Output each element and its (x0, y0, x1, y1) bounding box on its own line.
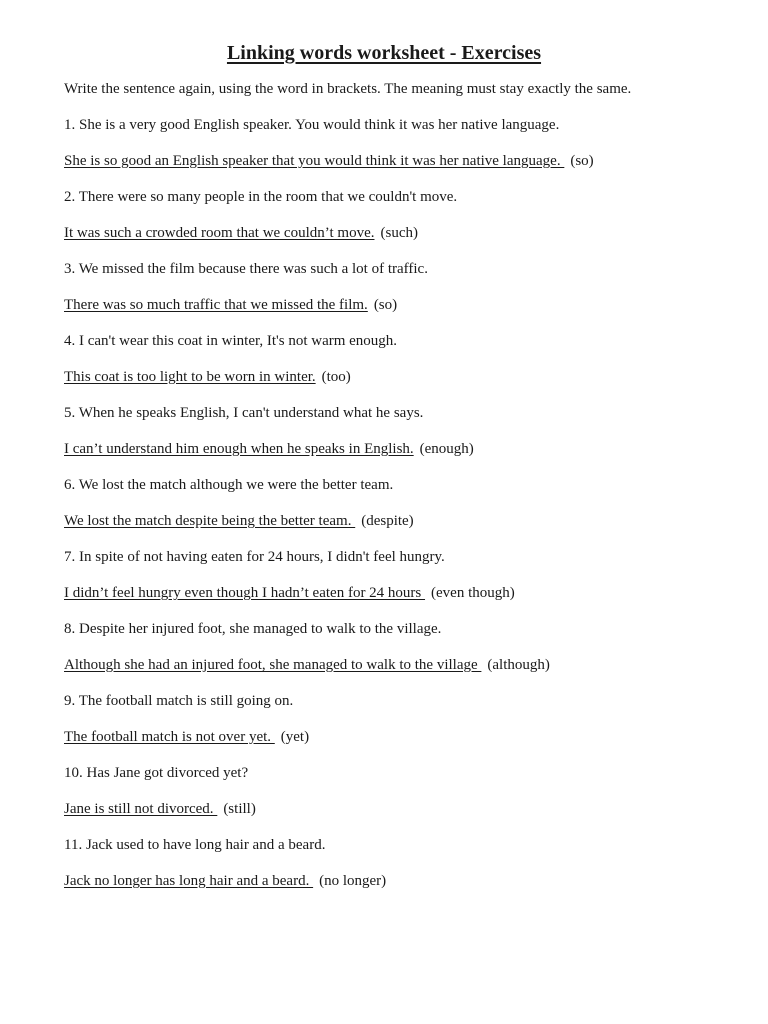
exercise-answer: The football match is not over yet. (64, 729, 275, 745)
exercise-answer: I can’t understand him enough when he speaks in English. (64, 441, 414, 457)
exercise-answer-line (64, 152, 704, 170)
exercise-answer-line (64, 656, 704, 674)
exercise-question: 8. Despite her injured foot, she managed to walk to the village. (64, 621, 442, 637)
exercise-item (64, 404, 704, 458)
exercise-answer: This coat is too light to be worn in winter. (64, 369, 316, 385)
exercise-question: 11. Jack used to have long hair and a beard. (64, 837, 326, 853)
exercise-question: 1. She is a very good English speaker. You would think it was her native language. (64, 117, 560, 133)
exercise-keyword: (despite) (361, 513, 414, 529)
exercise-answer-line (64, 224, 704, 242)
exercise-question: 6. We lost the match although we were the better team. (64, 477, 394, 493)
exercise-question: 5. When he speaks English, I can't understand what he says. (64, 405, 424, 421)
exercise-answer: It was such a crowded room that we couldn’t move. (64, 225, 375, 241)
exercise-keyword: (still) (223, 801, 256, 817)
exercise-answer-line (64, 512, 704, 530)
exercise-keyword: (so) (373, 297, 398, 313)
exercise-question: 4. I can't wear this coat in winter, It's not warm enough. (64, 333, 398, 349)
exercise-keyword: (although) (487, 657, 550, 673)
exercise-keyword: (too) (321, 369, 351, 385)
exercise-answer-line (64, 584, 704, 602)
exercise-keyword: (yet) (280, 729, 310, 745)
exercise-question: 3. We missed the film because there was such a lot of traffic. (64, 261, 428, 277)
exercise-keyword: (so) (570, 153, 594, 169)
exercise-answer: Jane is still not divorced. (64, 801, 218, 817)
exercise-answer-line (64, 440, 704, 458)
exercise-keyword: (even though) (431, 585, 515, 601)
exercise-answer-line (64, 296, 704, 314)
exercise-item (64, 548, 704, 602)
exercise-answer-line (64, 800, 704, 818)
exercise-item (64, 260, 704, 314)
exercise-answer-line (64, 872, 704, 890)
exercise-question: 7. In spite of not having eaten for 24 hours, I didn't feel hungry. (64, 549, 445, 565)
exercise-item (64, 836, 704, 890)
exercise-keyword: (enough) (419, 441, 474, 457)
exercise-item (64, 332, 704, 386)
exercise-item (64, 116, 704, 170)
exercise-item (64, 476, 704, 530)
exercise-item (64, 692, 704, 746)
exercise-answer: I didn’t feel hungry even though I hadn’t eaten for 24 hours (64, 585, 426, 601)
worksheet-title: Linking words worksheet - Exercises (226, 42, 542, 64)
exercise-answer: There was so much traffic that we missed the film. (64, 297, 368, 313)
exercise-answer-line (64, 728, 704, 746)
exercise-item (64, 764, 704, 818)
exercise-item (64, 188, 704, 242)
exercise-item (64, 620, 704, 674)
exercise-question: 9. The football match is still going on. (64, 693, 294, 709)
exercise-question: 2. There were so many people in the room that we couldn't move. (64, 189, 458, 205)
exercise-list (64, 116, 704, 890)
worksheet-page (64, 40, 704, 908)
exercise-keyword: (such) (380, 225, 418, 241)
instructions-text: Write the sentence again, using the word in brackets. The meaning must stay exactly the same. (64, 81, 632, 97)
exercise-question: 10. Has Jane got divorced yet? (64, 765, 249, 781)
exercise-keyword: (no longer) (319, 873, 387, 889)
exercise-answer: She is so good an English speaker that you would think it was her native language. (64, 153, 565, 169)
exercise-answer: We lost the match despite being the better team. (64, 513, 356, 529)
exercise-answer-line (64, 368, 704, 386)
exercise-answer: Jack no longer has long hair and a beard. (64, 873, 314, 889)
exercise-answer: Although she had an injured foot, she managed to walk to the village (64, 657, 482, 673)
